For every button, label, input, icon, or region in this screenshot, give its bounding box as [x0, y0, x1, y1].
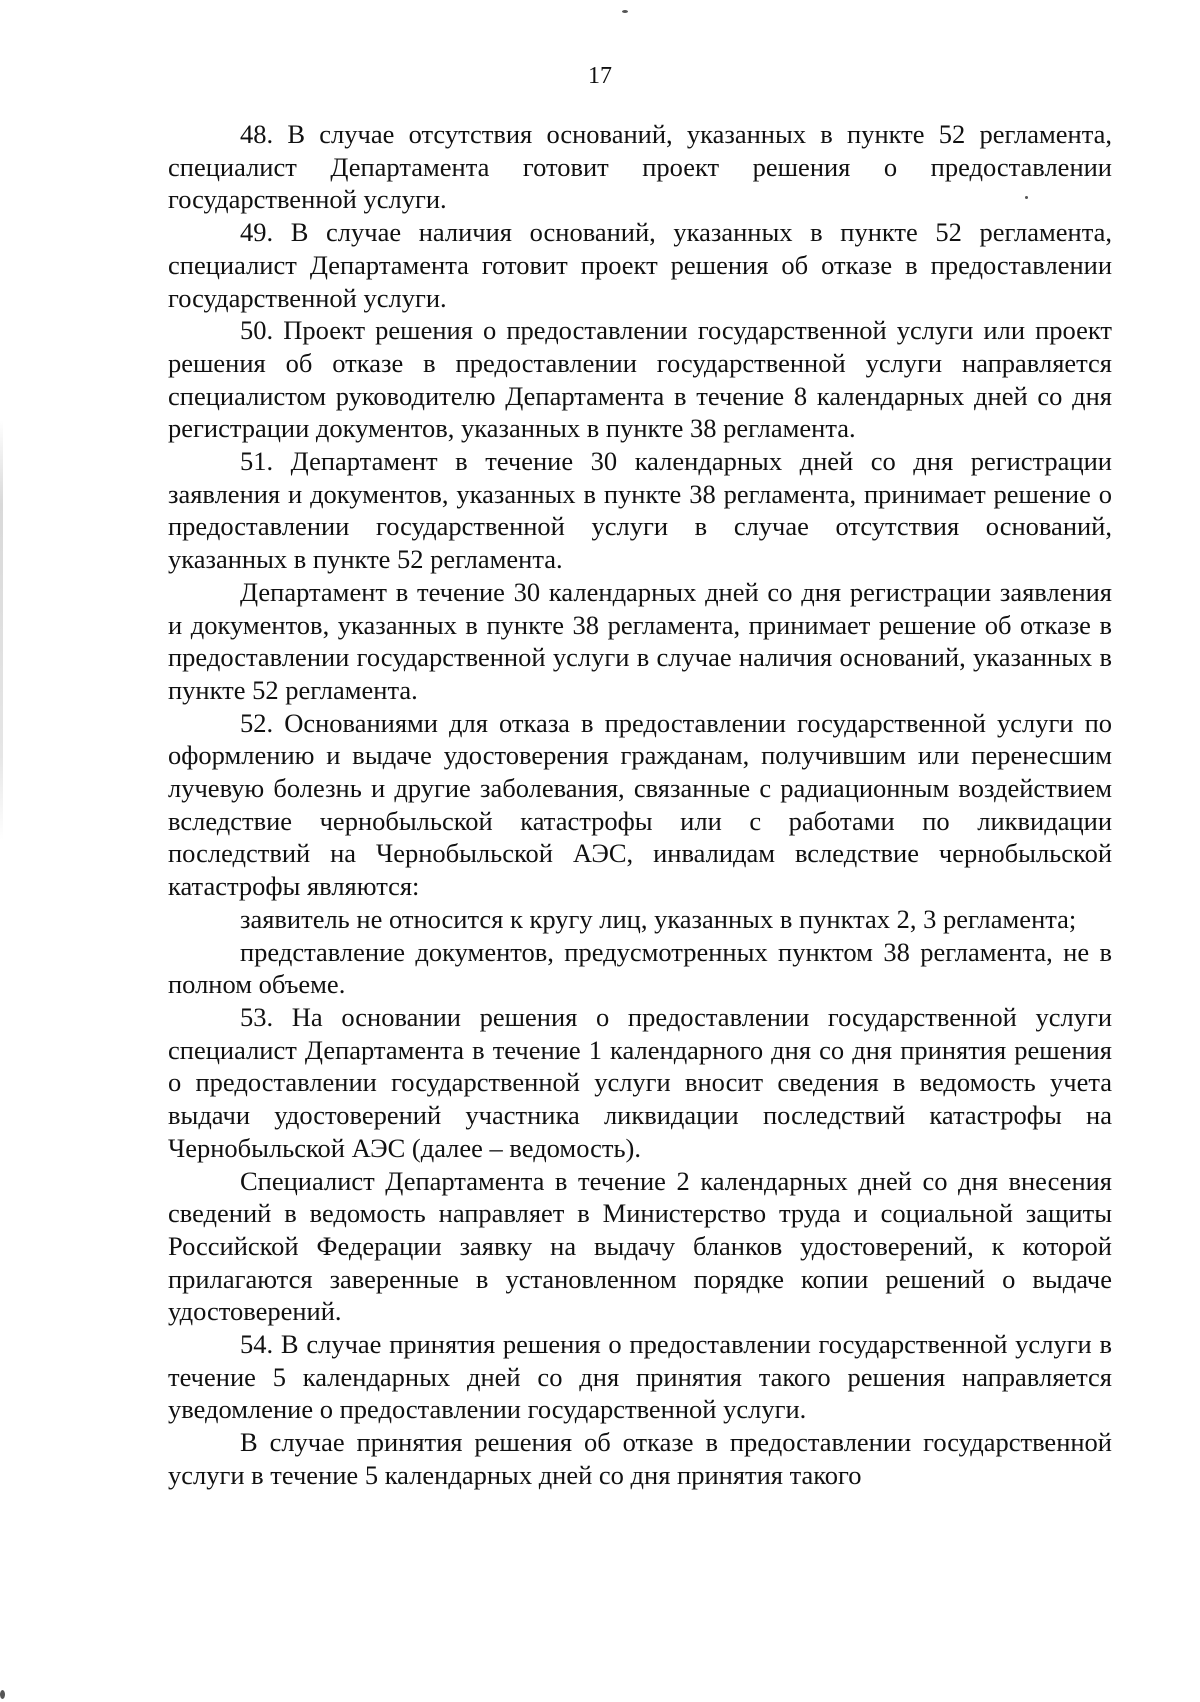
paragraph-54-refusal: В случае принятия решения об отказе в предоставлении государственной услуги в течение 5 календарных дней со дня принятия такого	[168, 1427, 1112, 1490]
paragraph-52-ground-1: заявитель не относится к кругу лиц, указанных в пунктах 2, 3 регламента;	[240, 903, 1077, 934]
page-number: 17	[588, 63, 612, 89]
paragraph-49: 49. В случае наличия оснований, указанных в пункте 52 регламента, специалист Департамента готовит проект решения об отказе в предоставлении государственной услуги.	[168, 217, 1112, 313]
document-body	[168, 118, 1112, 1492]
scan-margin-shadow	[0, 420, 3, 840]
paragraph-52: 52. Основаниями для отказа в предоставлении государственной услуги по оформлению и выдаче удостоверения гражданам, получившим или перенесшим лучевую болезнь и другие заболевания, связанные с радиационным воздействием вследствие чернобыльской катастрофы или с работами по ликвидации последствий на Чернобыльской АЭС, инвалидам вследствие чернобыльской катастрофы являются:	[168, 707, 1112, 902]
paragraph-51: 51. Департамент в течение 30 календарных дней со дня регистрации заявления и документов, указанных в пункте 38 регламента, принимает решение о предоставлении государственной услуги в случае отсутствия оснований, указанных в пункте 52 регламента.	[168, 446, 1112, 575]
paragraph-48: 48. В случае отсутствия оснований, указанных в пункте 52 регламента, специалист Департамента готовит проект решения о предоставлении государственной услуги.	[168, 119, 1112, 215]
paragraph-52-ground-2: представление документов, предусмотренных пунктом 38 регламента, не в полном объеме.	[168, 936, 1112, 1000]
paragraph-54: 54. В случае принятия решения о предоставлении государственной услуги в течение 5 календарных дней со дня принятия такого решения направляется уведомление о предоставлении государственной услуги.	[168, 1329, 1112, 1425]
paragraph-50: 50. Проект решения о предоставлении государственной услуги или проект решения об отказе в предоставлении государственной услуги направляется специалистом руководителю Департамента в течение 8 календарных дней со дня регистрации документов, указанных в пункте 38 регламента.	[168, 315, 1112, 444]
scan-speck	[0, 1690, 5, 1699]
paragraph-51-refusal: Департамент в течение 30 календарных дней со дня регистрации заявления и документов, указанных в пункте 38 регламента, принимает решение об отказе в предоставлении государственной услуги в случае наличия оснований, указанных в пункте 52 регламента.	[168, 576, 1112, 705]
paragraph-53-request: Специалист Департамента в течение 2 календарных дней со дня внесения сведений в ведомость направляет в Министерство труда и социальной защиты Российской Федерации заявку на выдачу бланков удостоверений, к которой прилагаются заверенные в установленном порядке копии решений о выдаче удостоверений.	[168, 1165, 1112, 1327]
paragraph-53: 53. На основании решения о предоставлении государственной услуги специалист Департамента в течение 1 календарного дня со дня принятия решения о предоставлении государственной услуги вносит сведения в ведомость учета выдачи удостоверений участника ликвидации последствий катастрофы на Чернобыльской АЭС (далее – ведомость).	[168, 1001, 1112, 1163]
scan-speck	[622, 10, 628, 13]
